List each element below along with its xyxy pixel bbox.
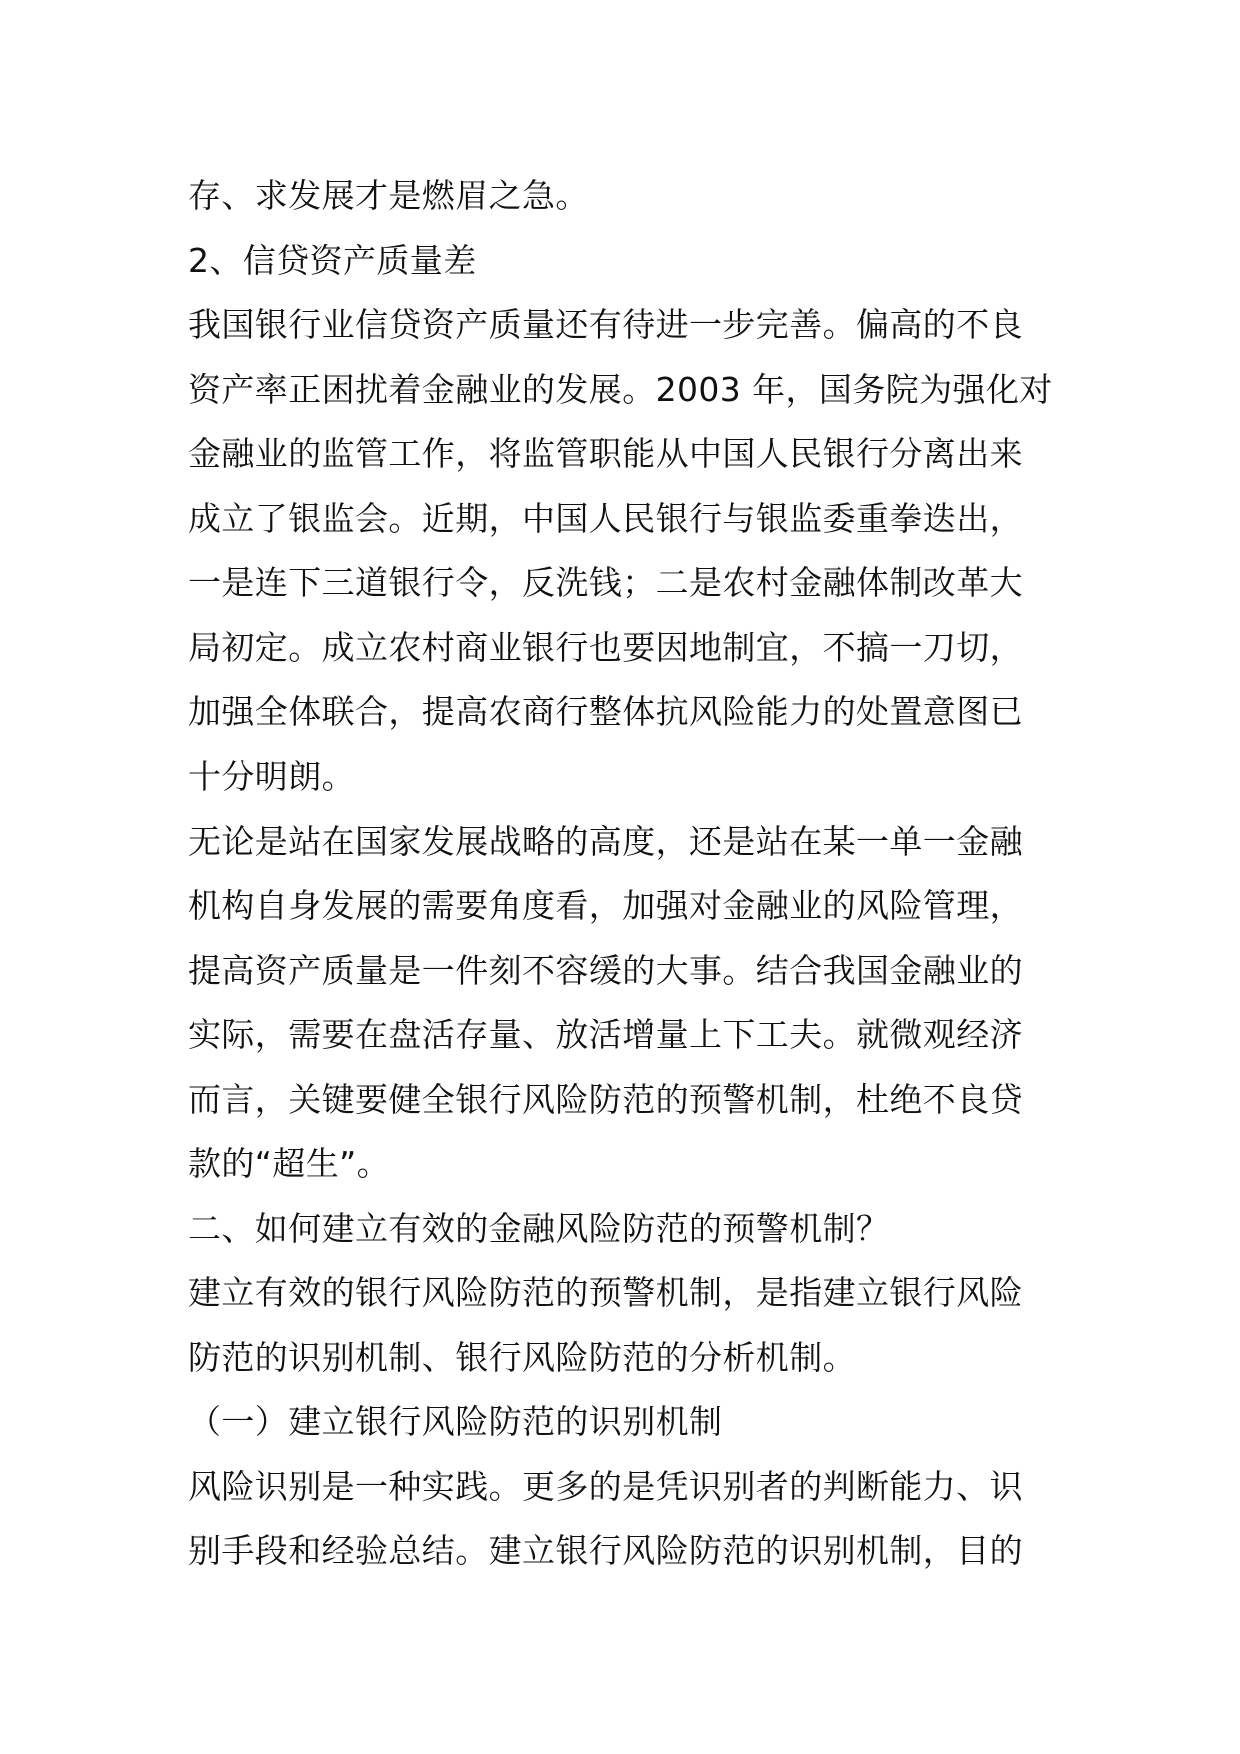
- text-line: 一是连下三道银行令，反洗钱；二是农村金融体制改革大: [188, 563, 1023, 602]
- text-line: 而言，关键要健全银行风险防范的预警机制，杜绝不良贷: [188, 1080, 1023, 1119]
- section-heading: 2、信贷资产质量差: [188, 241, 477, 280]
- section-heading: 二、如何建立有效的金融风险防范的预警机制？: [188, 1209, 890, 1248]
- text-line: 风险识别是一种实践。更多的是凭识别者的判断能力、识: [188, 1467, 1023, 1506]
- text-line: 款的“超生”。: [188, 1144, 390, 1183]
- text-line: 防范的识别机制、银行风险防范的分析机制。: [188, 1338, 856, 1377]
- text-line: 别手段和经验总结。建立银行风险防范的识别机制，目的: [188, 1531, 1023, 1570]
- text-line: 无论是站在国家发展战略的高度，还是站在某一单一金融: [188, 822, 1023, 861]
- text-line: 建立有效的银行风险防范的预警机制，是指建立银行风险: [188, 1273, 1023, 1312]
- text-line: 提高资产质量是一件刻不容缓的大事。结合我国金融业的: [188, 951, 1023, 990]
- text-line: 机构自身发展的需要角度看，加强对金融业的风险管理，: [188, 886, 1023, 925]
- text-line: 金融业的监管工作，将监管职能从中国人民银行分离出来: [188, 434, 1023, 473]
- text-line: 加强全体联合，提高农商行整体抗风险能力的处置意图已: [188, 692, 1023, 731]
- text-line: 存、求发展才是燃眉之急。: [188, 176, 589, 215]
- text-line: 局初定。成立农村商业银行也要因地制宜，不搞一刀切，: [188, 628, 1023, 667]
- subsection-heading: （一）建立银行风险防范的识别机制: [188, 1402, 723, 1441]
- text-line: 十分明朗。: [188, 757, 355, 796]
- text-line: 成立了银监会。近期，中国人民银行与银监委重拳迭出，: [188, 499, 1023, 538]
- text-line: 实际，需要在盘活存量、放活增量上下工夫。就微观经济: [188, 1015, 1023, 1054]
- text-line: 我国银行业信贷资产质量还有待进一步完善。偏高的不良: [188, 305, 1023, 344]
- text-line: 资产率正困扰着金融业的发展。2003 年，国务院为强化对: [188, 370, 1053, 409]
